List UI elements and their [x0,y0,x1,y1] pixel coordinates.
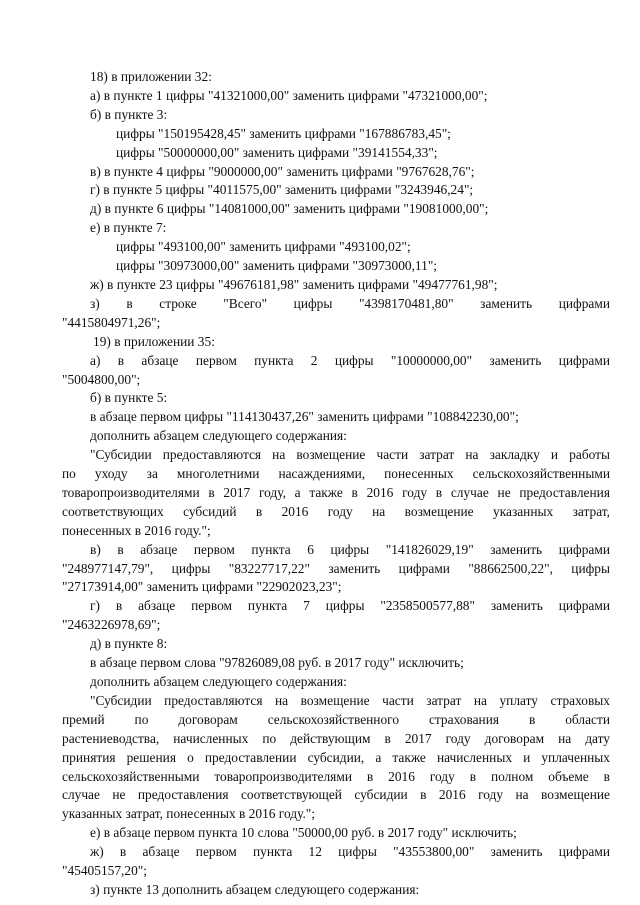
text-line: г) в пункте 5 цифры "4011575,00" заменить цифрами "3243946,24"; [90,182,474,198]
text-line: б) в пункте 3: [90,106,168,122]
text-line: "4415804971,26"; [62,314,161,330]
text-line: а) в абзаце первом пункта 2 цифры "10000000,00" заменить цифрами [90,352,610,368]
text-line: ж) в абзаце первом пункта 12 цифры "43553800,00" заменить цифрами [90,844,610,860]
text-line: по уходу за многолетними насаждениями, понесенных сельскохозяйственными [62,466,610,482]
text-line: в абзаце первом слова "97826089,08 руб. в 2017 году" исключить; [90,655,464,671]
text-line: ж) в пункте 23 цифры "49676181,98" заменить цифрами "49477761,98"; [90,276,498,292]
text-line: понесенных в 2016 году."; [62,522,211,538]
text-line: 19) в приложении 35: [93,333,215,349]
text-line: указанных затрат, понесенных в 2016 году."; [62,806,315,822]
text-line: премий по договорам сельскохозяйственного страхования в области [62,711,610,727]
text-line: "5004800,00"; [62,371,141,387]
text-line: б) в пункте 5: [90,390,168,406]
text-line: в) в абзаце первом пункта 6 цифры "141826029,19" заменить цифрами [90,541,610,557]
text-line: "Субсидии предоставляются на возмещение части затрат на уплату страховых [90,692,610,708]
text-line: в) в пункте 4 цифры "9000000,00" заменить цифрами "9767628,76"; [90,163,475,179]
document-page [62,68,610,900]
text-line: в абзаце первом цифры "114130437,26" заменить цифрами "108842230,00"; [90,409,519,425]
text-line: "2463226978,69"; [62,617,161,633]
text-line: "45405157,20"; [62,863,147,879]
text-line: е) в пункте 7: [90,220,167,236]
text-line: д) в пункте 6 цифры "14081000,00" заменить цифрами "19081000,00"; [90,201,489,217]
text-line: цифры "150195428,45" заменить цифрами "167886783,45"; [116,125,451,141]
text-line: 18) в приложении 32: [90,69,212,84]
text-line: случае не предоставления соответствующей субсидии в 2016 году на возмещение [62,787,610,803]
text-line: дополнить абзацем следующего содержания: [90,428,347,444]
text-line: "27173914,00" заменить цифрами "22902023,23"; [62,579,342,595]
text-line: з) в строке "Всего" цифры "4398170481,80" заменить цифрами [90,295,610,311]
text-line: соответствующих субсидий в 2016 году на возмещение указанных затрат, [62,503,610,519]
text-line: сельскохозяйственными товаропроизводителями в 2016 году в полном объеме в [62,768,610,784]
text-line: е) в абзаце первом пункта 10 слова "50000,00 руб. в 2017 году" исключить; [90,825,517,841]
text-line: цифры "493100,00" заменить цифрами "493100,02"; [116,239,411,255]
text-line: цифры "50000000,00" заменить цифрами "39141554,33"; [116,144,438,160]
text-line: д) в пункте 8: [90,636,168,652]
text-line: "Субсидии предоставляются на возмещение части затрат на закладку и работы [90,447,610,463]
text-line: з) пункте 13 дополнить абзацем следующего содержания: [90,881,420,897]
text-line: "248977147,79", цифры "83227717,22" заменить цифрами "88662500,22", цифры [62,560,610,576]
text-line: цифры "30973000,00" заменить цифрами "30973000,11"; [116,258,438,274]
text-line: принятия решения о предоставлении субсидии, а также начисленных и уплаченных [62,749,610,765]
text-line: растениеводства, начисленных по действующим в 2017 году договорам на дату [62,730,610,746]
text-line: дополнить абзацем следующего содержания: [90,674,347,689]
text-line: г) в абзаце первом пункта 7 цифры "2358500577,88" заменить цифрами [90,598,610,614]
text-line: а) в пункте 1 цифры "41321000,00" заменить цифрами "47321000,00"; [90,87,488,103]
text-line: товаропроизводителями в 2017 году, а также в 2016 году в случае не предоставления [62,484,610,500]
